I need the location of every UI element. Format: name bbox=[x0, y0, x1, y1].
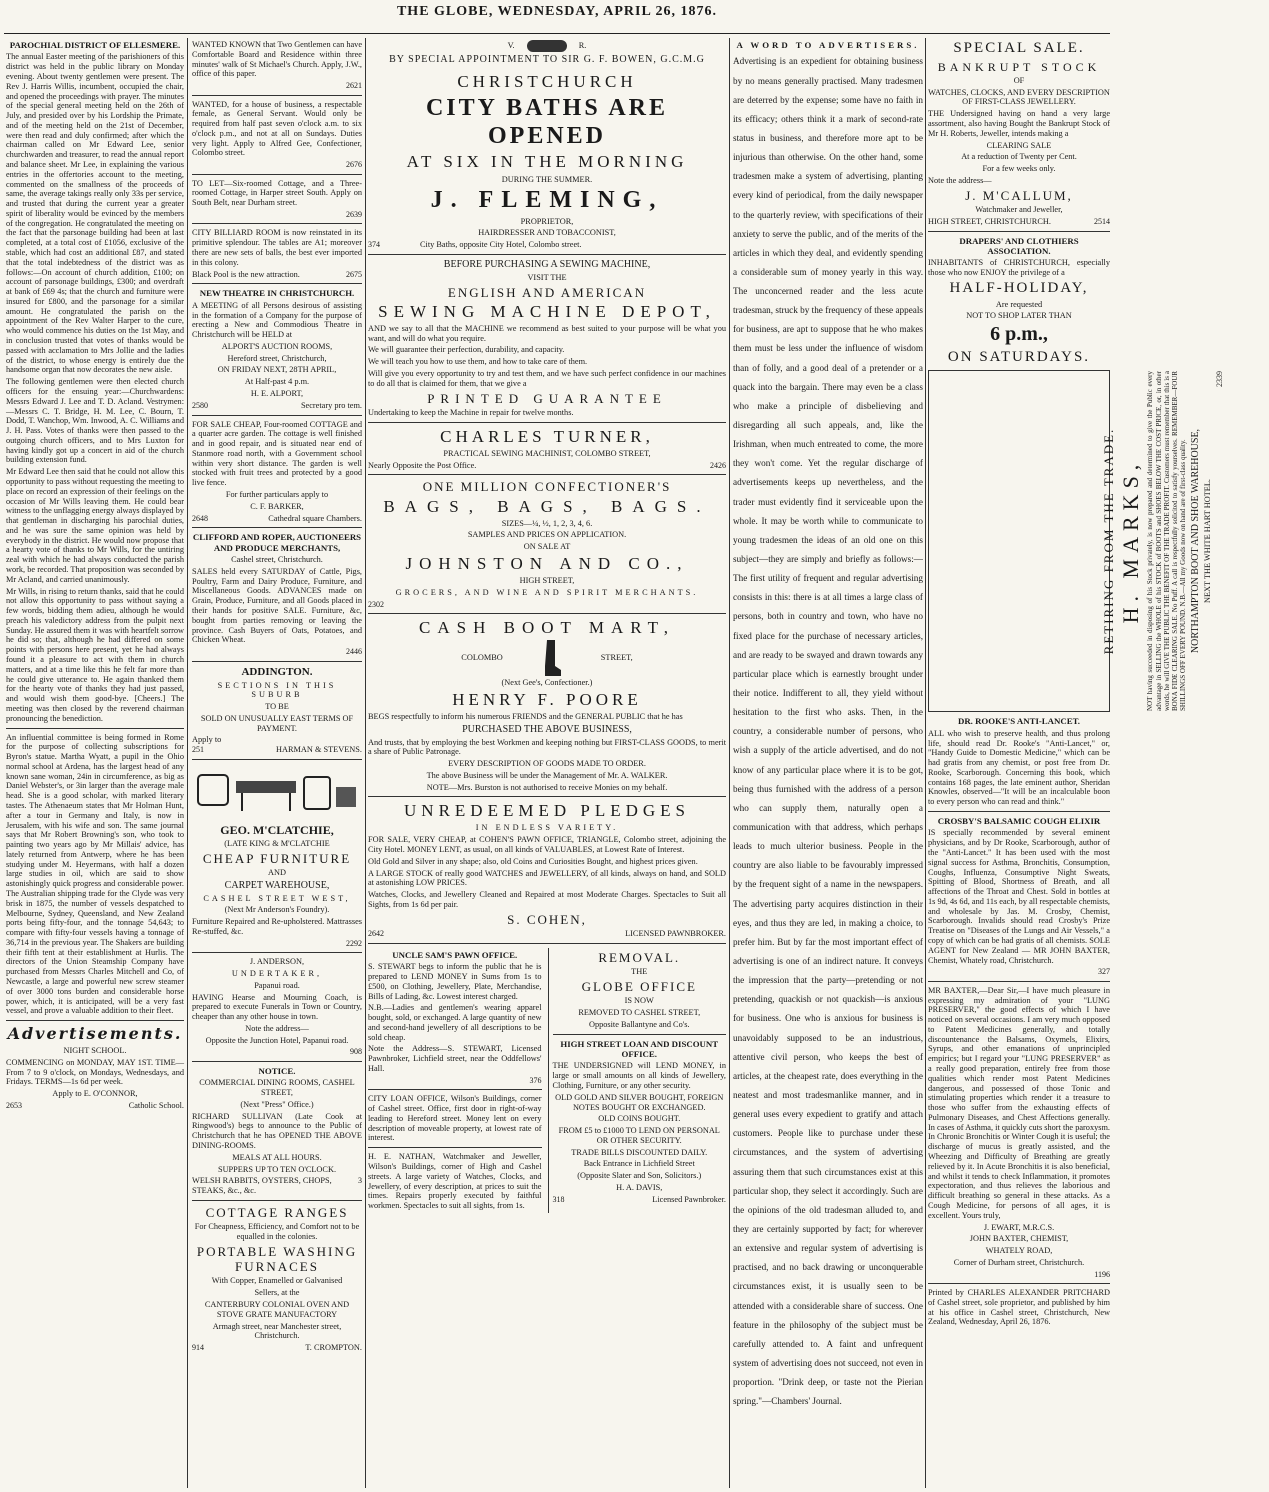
drapers-saturdays: ON SATURDAYS. bbox=[947, 348, 1091, 365]
clifford-body: SALES held every SATURDAY of Cattle, Pigs, Poultry, Farm and Dairy Produce, Furniture, and Miscellaneous Goods. ADVANCES made on Grain, Produce, Furniture, and all Goods placed in their hands for positive SALE. Furniture, &c, bought from parties removing or leaving the province. Cash Buyers of Oats, Potatoes, and Chicken Wheat. bbox=[192, 566, 362, 645]
boot-note: NOTE—Mrs. Burston is not authorised to receive Monies on my behalf. bbox=[426, 782, 668, 792]
ad-number: 2292 bbox=[346, 938, 362, 948]
hsloan-coins: OLD COINS BOUGHT. bbox=[598, 1114, 681, 1124]
column-4 bbox=[733, 38, 923, 1488]
dining-supper: SUPPERS UP TO TEN O'CLOCK. bbox=[217, 1164, 337, 1174]
ad-number: 2648 bbox=[192, 513, 208, 523]
hsloan-role: Licensed Pawnbroker. bbox=[652, 1194, 726, 1204]
divider bbox=[192, 223, 362, 224]
baths-title: CITY BATHS ARE OPENED bbox=[425, 94, 669, 150]
hsloan-title: HIGH STREET LOAN AND DISCOUNT OFFICE. bbox=[560, 1038, 719, 1059]
ad-number: 908 bbox=[350, 1047, 362, 1057]
theatre-time: At Half-past 4 p.m. bbox=[244, 377, 310, 387]
addington-body: SECTIONS IN THIS SUBURB bbox=[217, 680, 337, 700]
turner-name: CHARLES TURNER, bbox=[440, 426, 654, 446]
anderson-role: UNDERTAKER, bbox=[231, 969, 323, 978]
mclatchie-street: CASHEL STREET WEST, bbox=[203, 893, 351, 903]
sewing-body-3: We will teach you how to use them, and how to take care of them. bbox=[368, 357, 588, 367]
clifford-address: Cashel street, Christchurch. bbox=[231, 555, 323, 565]
divider bbox=[6, 728, 184, 729]
divider bbox=[368, 254, 726, 255]
rooke-body: ALL who wish to preserve health, and thus prolong life, should read Dr. Rooke's "Anti-Lancet," or, "Handy Guide to Domestic Medicine," which can be had gratis from any chemist, or post free from Dr. Rooke, Scarborough. Concerning this book, which contains 168 pages, the late eminent author, Sheridan Knowles, observed—"It will be an incalculable boon to every person who can read and think." bbox=[928, 728, 1110, 807]
boot-street: STREET, bbox=[600, 653, 633, 663]
divider bbox=[368, 422, 726, 423]
mclatchie-late: (LATE KING & M'CLATCHIE bbox=[224, 838, 330, 848]
divider bbox=[928, 811, 1110, 812]
baths-footer bbox=[368, 240, 726, 250]
bags-high: HIGH STREET, bbox=[519, 576, 575, 586]
anderson-body: HAVING Hearse and Mourning Coach, is prepared to execute Funerals in Town or Country, cheaper than any other house in town. bbox=[192, 992, 362, 1022]
divider bbox=[192, 415, 362, 416]
removal-opposite: Opposite Ballantyne and Co's. bbox=[588, 1019, 690, 1029]
special-title: SPECIAL SALE. bbox=[953, 40, 1085, 56]
addington-sign: HARMAN & STEVENS. bbox=[276, 745, 362, 755]
cottage-body: For Cheapness, Efficiency, and Comfort not to be equalled in the colonies. bbox=[194, 1222, 360, 1241]
divider bbox=[928, 231, 1110, 232]
drapers-not: NOT TO SHOP LATER THAN bbox=[966, 311, 1072, 321]
drapers-time: 6 p.m., bbox=[990, 323, 1048, 346]
marks-ad bbox=[928, 370, 1225, 712]
addington-tobe: TO BE bbox=[265, 702, 289, 712]
hsloan-gold: OLD GOLD AND SILVER BOUGHT, FOREIGN NOTES BOUGHT OR EXCHANGED. bbox=[555, 1092, 724, 1112]
divider bbox=[928, 981, 1110, 982]
turner-footer bbox=[368, 461, 726, 471]
crest-r: R. bbox=[578, 40, 587, 50]
divider bbox=[192, 661, 362, 662]
divider bbox=[192, 759, 362, 760]
boot-colombo: COLOMBO bbox=[461, 653, 503, 663]
hsloan-trade: TRADE BILLS DISCOUNTED DAILY. bbox=[571, 1147, 708, 1157]
mclatchie-next: (Next Mr Anderson's Foundry). bbox=[224, 905, 330, 915]
special-address: HIGH STREET, CHRISTCHURCH. bbox=[928, 216, 1051, 226]
theatre-footer bbox=[192, 401, 362, 411]
ad-number: 1196 bbox=[1094, 1269, 1110, 1279]
crosby-title: CROSBY'S BALSAMIC COUGH ELIXIR bbox=[937, 816, 1101, 827]
bags-sizes: SIZES—¼, ½, 1, 2, 3, 4, 6. bbox=[501, 518, 593, 528]
royal-crest bbox=[368, 40, 726, 52]
turner-address: Nearly Opposite the Post Office. bbox=[368, 460, 477, 470]
special-role: Watchmaker and Jeweller, bbox=[975, 204, 1063, 214]
column-rule bbox=[729, 38, 730, 1488]
dining-meals: MEALS AT ALL HOURS. bbox=[232, 1152, 322, 1162]
theatre-place: ALPORT'S AUCTION ROOMS, bbox=[221, 341, 333, 351]
boot-name: HENRY F. POORE bbox=[452, 689, 642, 709]
baths-city: CHRISTCHURCH bbox=[457, 71, 637, 91]
special-few: For a few weeks only. bbox=[982, 164, 1056, 174]
addington-footer bbox=[192, 745, 362, 755]
printed-imprint: Printed by CHARLES ALEXANDER PRITCHARD of Cashel street, sole proprietor, and published by him at his office in Cashel street, Christchurch, New Zealand, Wednesday, April 26, 1876. bbox=[928, 1288, 1110, 1327]
pledges-repair: Watches, Clocks, and Jewellery Cleaned and Repaired at most Moderate Charges. Spectacles to Suit all Sights, from 1s 6d per pair. bbox=[368, 890, 726, 909]
furniture-illustration bbox=[192, 767, 362, 815]
hsloan-opposite: (Opposite Slater and Son, Solicitors.) bbox=[577, 1171, 702, 1181]
divider bbox=[192, 95, 362, 96]
bags-sale: ON SALE AT bbox=[523, 542, 571, 552]
dining-welsh: WELSH RABBITS, OYSTERS, CHOPS, STEAKS, &c., &c. bbox=[192, 1176, 332, 1196]
pledges-gold: Old Gold and Silver in any shape; also, old Coins and Curiosities Bought, and highest prices given. bbox=[368, 856, 698, 866]
divider bbox=[368, 943, 726, 944]
column-3 bbox=[368, 38, 726, 1488]
city-loan-body: CITY LOAN OFFICE, Wilson's Buildings, corner of Cashel street. Office, first door in right-of-way leading to Hereford street. Money lent on every description of moveable property, at lowest rate of interest. bbox=[368, 1094, 542, 1143]
pledges-stock: A LARGE STOCK of really good WATCHES and JEWELLERY, of all kinds, always on hand, and SOLD at astonishing LOW PRICES. bbox=[368, 868, 726, 888]
anderson-name: J. ANDERSON, bbox=[249, 957, 305, 967]
divider bbox=[192, 283, 362, 284]
mclatchie-carpet: CARPET WAREHOUSE, bbox=[224, 879, 330, 891]
drapers-requested: Are requested bbox=[995, 299, 1043, 309]
baths-time: AT SIX IN THE MORNING bbox=[406, 152, 688, 172]
sewing-guarantee: PRINTED GUARANTEE bbox=[427, 390, 667, 406]
addington-sold: SOLD ON UNUSUALLY EAST TERMS OF PAYMENT. bbox=[200, 713, 354, 733]
pledges-role: LICENSED PAWNBROKER. bbox=[625, 929, 726, 939]
divider bbox=[6, 1020, 184, 1021]
nathan-body: H. E. NATHAN, Watchmaker and Jeweller, Wilson's Buildings, corner of High and Cashel streets. A large variety of Watches, Clocks, and Jewellery, of every description, at prices to suit the times. Repairs properly executed by faithful workmen. Spectacles to suit all sights, from 1s. bbox=[368, 1152, 542, 1211]
ad-number: 2426 bbox=[710, 460, 726, 470]
column-5 bbox=[928, 38, 1225, 1488]
theatre-date: ON FRIDAY NEXT, 28TH APRIL, bbox=[217, 365, 337, 375]
divider bbox=[928, 1283, 1110, 1284]
boot-next: (Next Gee's, Confectioner.) bbox=[501, 678, 593, 688]
crest-v: V. bbox=[507, 40, 515, 50]
parochial-body-4: Mr Wills, in rising to return thanks, said that he could not allow this opportunity to pass without saying a few words, bidding them adieu, although he would preach his valedictory address from the pulpit next Sunday. He assured them it was with heartfelt sorrow he did so; that, although he had differed on some points with persons here present, yet he had always found it a pleasure to act with them in church matters, and at a time like this he felt far more than he could give utterance to. He again thanked them for the hearty vote of thanks they had just passed, and would wish them good-bye. [Cheers.] The meeting was then closed by the reverend chairman pronouncing the benediction. bbox=[6, 586, 184, 723]
ad-number: 318 bbox=[552, 1194, 565, 1204]
mclatchie-and: AND bbox=[268, 868, 286, 878]
anderson-address: Papanui road. bbox=[254, 980, 300, 990]
baxter-corner: Corner of Durham street, Christchurch. bbox=[953, 1257, 1085, 1267]
special-clearing: CLEARING SALE bbox=[986, 140, 1052, 150]
addington-title: ADDINGTON. bbox=[241, 665, 313, 678]
marks-next: NEXT THE WHITE HART HOTEL. bbox=[1203, 479, 1213, 604]
divider bbox=[192, 527, 362, 528]
wanted-servant-ad: WANTED, for a house of business, a respectable female, as General Servant. Would only be required from half past seven o'clock a.m. to six o'clock p.m., and not at all on Sundays. Duties very light. Apply to Alfred Gee, Confectioner, Colombo street. bbox=[192, 99, 362, 158]
dining-footer bbox=[192, 1176, 362, 1196]
sewing-before: BEFORE PURCHASING A SEWING MACHINE, bbox=[443, 258, 651, 270]
ad-number: 2302 bbox=[368, 599, 384, 609]
for-sale-apply: For further particulars apply to bbox=[225, 490, 329, 500]
drapers-body: INHABITANTS of CHRISTCHURCH, especially those who now ENJOY the privilege of a bbox=[928, 258, 1110, 278]
special-bankrupt: BANKRUPT STOCK bbox=[937, 59, 1101, 74]
portable-address: Armagh street, near Manchester street, Christchurch. bbox=[212, 1321, 342, 1341]
hsloan-footer bbox=[553, 1195, 727, 1205]
portable-company: CANTERBURY COLONIAL OVEN AND STOVE GRATE MANUFACTORY bbox=[204, 1299, 350, 1319]
boot-icon bbox=[543, 640, 561, 676]
divider bbox=[192, 952, 362, 953]
unclesam-body: S. STEWART begs to inform the public that he is prepared to LEND MONEY in Sums from 1s to £500, on Clothing, Jewellery, Plate, Merchandise, Bills of Lading, &c. Lowest interest charged. bbox=[368, 962, 542, 1001]
removal-to: REMOVED TO CASHEL STREET, bbox=[578, 1008, 701, 1018]
special-watches: WATCHES, CLOCKS, AND EVERY DESCRIPTION OF FIRST-CLASS JEWELLERY. bbox=[928, 87, 1110, 107]
drapers-half: HALF-HOLIDAY, bbox=[949, 279, 1089, 296]
ad-number: 2580 bbox=[192, 400, 208, 410]
mclatchie-name: GEO. M'CLATCHIE, bbox=[220, 822, 334, 837]
mclatchie-repair: Furniture Repaired and Re-upholstered. Mattrasses Re-stuffed, &c. bbox=[192, 917, 362, 936]
bags-million: ONE MILLION CONFECTIONER'S bbox=[422, 479, 672, 495]
marks-retiring: RETIRING FROM THE TRADE. bbox=[1101, 428, 1116, 655]
hsloan-from: FROM £5 to £1000 TO LEND ON PERSONAL OR OTHER SECURITY. bbox=[558, 1126, 720, 1145]
column-rule bbox=[187, 38, 188, 1488]
wanted-board-ad: WANTED KNOWN that Two Gentlemen can have Comfortable Board and Residence within three minutes' walk of St Michael's Church. Apply, J.W., office of this paper. bbox=[192, 40, 362, 79]
special-note: Note the address— bbox=[928, 175, 992, 185]
boot-title: CASH BOOT MART, bbox=[419, 618, 675, 638]
ad-number: 327 bbox=[1098, 967, 1110, 977]
theatre-title: NEW THEATRE IN CHRISTCHURCH. bbox=[199, 288, 355, 299]
unclesam-title: UNCLE SAM'S PAWN OFFICE. bbox=[392, 949, 518, 960]
baths-role: HAIRDRESSER AND TOBACCONIST, bbox=[478, 228, 616, 238]
portable-title: PORTABLE WASHING FURNACES bbox=[196, 1243, 358, 1275]
parochial-body: The annual Easter meeting of the parishioners of this district was held in the public library on Monday evening. About twenty gentlemen were present. The Rev J. Harris Willis, incumbent, occupied the chair, and opened the proceedings with prayer. The minutes of the special general meeting held on the 26th of July, and presided over by his Lordship the Primate, and of the meeting held on the 21st of December, were then read and duly confirmed; after which the chairman called on Mr Edward Lee, senior churchwarden and treasurer, to read the annual report and balance sheet. Mr Lee, in explaining the various entries in the offertories account to the meeting, commented on the smallness of the proceeds of same, the average takings really only 33s per service, and trusted that during the current year a greater spirit of liberality would be evinced by the members of the congregation. He congratulated the meeting on the fact that the parsonage building had been at last completed, at a total cost of £1056, exclusive of the stable, which had cost an additional £87, and stated that the total indebtedness of the district was as follows:—On account of church addition, £100; on account of parsonage buildings, £300; and overdraft at bank of £69 4s; that the church and furniture were insured for £800, and the parsonage for a similar amount. He congratulated the parish on the appointment of the Rev Walter Harper to the cure, who would commence his duties on the 1st May, and in conclusion trusted that votes of thanks would be passed with acclamation to Mrs Jollie and the ladies of the district, to whose energy is entirely due the handsome organ that now decorates the new aisle. bbox=[6, 52, 184, 375]
boot-management: The above Business will be under the Management of Mr. A. WALKER. bbox=[426, 770, 668, 780]
ad-number: 2639 bbox=[346, 210, 362, 220]
lower-left-ads bbox=[368, 948, 542, 1213]
night-school-apply: Apply to E. O'CONNOR, bbox=[52, 1089, 138, 1099]
pledges-body: FOR SALE, VERY CHEAP, at COHEN'S PAWN OFFICE, TRIANGLE, Colombo street, adjoining the City Hotel. MONEY LENT, as usual, on all kinds of VALUABLES, at Lowest Rate of Interest. bbox=[368, 835, 726, 855]
baxter-body: MR BAXTER,—Dear Sir,—I have much pleasure in expressing my admiration of your "LUNG PRESERVER," the good effects of which I have noticed on several occasions. I am very much opposed to Patent Medicines generally, and totally discountenance the Balsams, Oxymels, Elixirs, Syrups, and other emanations of unprincipled empirics; but I regard your "LUNG PRESERVER" as a really good preparation, entirely free from those qualities which render most Patent Medicines dangerous, and possessed of those Tonic and stimulating properties which render it a treasure to those who suffer from the exhausting effects of Pulmonary Diseases, and Chest Affections generally. In cases of Asthma, it quickly cuts short the paroxysm. In Chronic Bronchitis or Winter Cough it is useful; the discharge of mucus is greatly assisted, and the Wheezing and Difficulty of Breathing are greatly relieved by it. In Acute Bronchitis it is also beneficial, and whilst it tends to check Inflammation, it promotes expectoration, and thus relieves the laborious and difficult breathing so general in these attacks. As a Cough Medicine, for persons of all ages, it is excellent. Yours truly, bbox=[928, 985, 1110, 1220]
boot-street-line bbox=[368, 640, 726, 676]
ad-number: 2642 bbox=[368, 929, 384, 939]
ad-number: 376 bbox=[529, 1075, 542, 1085]
divider bbox=[368, 1147, 542, 1148]
marks-rotated bbox=[1099, 371, 1269, 711]
boot-every: EVERY DESCRIPTION OF GOODS MADE TO ORDER. bbox=[448, 759, 646, 769]
addington-apply: Apply to bbox=[192, 735, 222, 745]
news-body: An influential committee is being formed in Rome for the purpose of collecting subscriptions for Byron's statue. Martha Wyatt, a pupil in the Ohio normal school at Ardena, has the largest head of any known sane woman, 24in in circumference, as big as Daniel Webster's, or 3in larger than the average male head. She is a good scholar, with marked literary tastes. The Athenaeum states that Mr Holman Hunt, after a tour in Germany and Italy, is now in Jerusalem, with his wife and son. The same journal says that Mr Robert Browning's son, who took to painting two years ago by Mr Millais' advice, has lately returned from Antwerp, where he has been studying under M. Heyermans, with half a dozen large studies in oil, which are said to show astonishingly quick progress and considerable power. The Australian shipping trade for the Clyde was very brisk in 1875, the number of vessels despatched to Melbourne, Sydney, Queensland, and New Zealand ports being fifty-four, and the tonnage 54,643; to compare with fifty-four vessels having a tonnage of 36,714 in the previous year. The Shakers are building their fifth tent at their establishment at Hurlis. The directors of the Union Steamship Company have purchased from Messrs Charles Mitchell and Co, of Newcastle, a large and powerful new screw steamer of over 3000 tons burden and considerable horse power, which, it is anticipated, will be a very fast vessel, and prove a valuable addition to their fleet. bbox=[6, 732, 184, 1016]
parochial-title: PAROCHIAL DISTRICT OF ELLESMERE. bbox=[9, 40, 181, 50]
mclatchie-cheap: CHEAP FURNITURE bbox=[202, 850, 352, 866]
divider bbox=[192, 174, 362, 175]
ad-number: 3 bbox=[358, 1176, 362, 1186]
night-school-title: NIGHT SCHOOL. bbox=[63, 1046, 127, 1056]
ad-number: 2339 bbox=[1215, 371, 1225, 388]
special-reduction: At a reduction of Twenty per Cent. bbox=[961, 152, 1077, 162]
ad-number: 2446 bbox=[346, 647, 362, 657]
lower-ads bbox=[368, 948, 726, 1213]
removal-globe: GLOBE OFFICE bbox=[581, 978, 697, 994]
marks-north: NORTHAMPTON BOOT AND SHOE WAREHOUSE, bbox=[1189, 429, 1201, 654]
sewing-depot: SEWING MACHINE DEPOT, bbox=[378, 301, 716, 321]
pledges-footer bbox=[368, 929, 726, 939]
marks-name: H. MARKS, bbox=[1118, 459, 1144, 624]
baxter-road: WHATELY ROAD, bbox=[985, 1246, 1053, 1256]
special-body: THE Undersigned having on hand a very large assortment, also having Bought the Bankrupt Stock of Mr H. Roberts, Jeweller, intends making a bbox=[928, 109, 1110, 138]
dining-next: (Next "Press" Office.) bbox=[240, 1099, 314, 1109]
billiard-pool: Black Pool is the new attraction. bbox=[192, 269, 300, 279]
baxter-name: JOHN BAXTER, CHEMIST, bbox=[969, 1234, 1069, 1244]
parochial-body-3: Mr Edward Lee then said that he could not allow this opportunity to pass without requesting the meeting to place on record an expression of their feelings on the occasion of Mr Wills leaving them. He could bear witness to the unflagging energy always displayed by that gentleman in discharging his parochial duties, and he was sure the same opinion was held by everybody in the district. He would now propose that a hearty vote of thanks to Mr Wills, for the untiring zeal with which he had always conducted the parish work, be recorded. That proposition was seconded by Mr Acland, and carried unanimously. bbox=[6, 467, 184, 584]
column-rule bbox=[925, 38, 926, 1488]
boot-body: BEGS respectfully to inform his numerous FRIENDS and the GENERAL PUBLIC that he has bbox=[368, 711, 683, 721]
lower-right-ads bbox=[548, 948, 727, 1213]
rooke-title: DR. ROOKE'S ANTI-LANCET. bbox=[957, 716, 1081, 727]
bags-title: BAGS, BAGS, BAGS. bbox=[383, 496, 711, 516]
column-1 bbox=[6, 38, 184, 1488]
crest-icon bbox=[527, 40, 567, 52]
theatre-address: Hereford street, Christchurch, bbox=[227, 353, 327, 363]
baths-proprietor: PROPRIETOR, bbox=[520, 216, 574, 226]
column-rule bbox=[365, 38, 366, 1488]
for-sale-address: Cathedral square Chambers. bbox=[268, 513, 362, 523]
pledges-name: S. COHEN, bbox=[507, 911, 587, 927]
boot-purchased: PURCHASED THE ABOVE BUSINESS, bbox=[462, 723, 632, 735]
bags-johnston: JOHNSTON AND CO., bbox=[405, 554, 689, 574]
ad-number: 2621 bbox=[346, 81, 362, 91]
sewing-english: ENGLISH AND AMERICAN bbox=[447, 284, 647, 300]
sewing-body-4: Will give you every opportunity to try and test them, and we have such perfect confidence in our machines to do all that is claimed for them, that we give a bbox=[368, 369, 726, 388]
night-school-body: COMMENCING on MONDAY, MAY 1ST. TIME—From 7 to 9 o'clock, on Mondays, Wednesdays, and Fridays. TERMS—1s 6d per week. bbox=[6, 1057, 184, 1087]
baths-name: J. FLEMING, bbox=[430, 187, 664, 214]
divider bbox=[192, 1200, 362, 1201]
ad-number: 2675 bbox=[346, 269, 362, 279]
clifford-title: CLIFFORD AND ROPER, AUCTIONEERS AND PRODUCE MERCHANTS, bbox=[192, 532, 362, 553]
night-school-footer bbox=[6, 1101, 184, 1111]
billiard-footer bbox=[192, 270, 362, 280]
baths-during: DURING THE SUMMER. bbox=[501, 174, 593, 184]
anderson-opposite: Opposite the Junction Hotel, Papanui road. bbox=[205, 1035, 349, 1045]
advertisers-title: A WORD TO ADVERTISERS. bbox=[736, 40, 920, 50]
hsloan-back: Back Entrance in Lichfield Street bbox=[583, 1159, 695, 1169]
anderson-note: Note the address— bbox=[245, 1023, 309, 1033]
sewing-body-2: We will guarantee their perfection, durability, and capacity. bbox=[368, 345, 565, 355]
to-let-ad: TO LET—Six-roomed Cottage, and a Three-roomed Cottage, in Harper street South. Apply on South Belt, near Durham street. bbox=[192, 178, 362, 208]
for-sale-footer bbox=[192, 514, 362, 524]
advertisers-body: Advertising is an expedient for obtaining business by no means generally practised. Many tradesmen are deterred by the expense; some have no faith in its efficacy; others think it a mark of second-rate status in business, and therefore more apt to be injurious than otherwise. On the other hand, some tradesmen make a system of advertising, planting every kind of periodical, from the daily newspaper to the quarterly review, with specifications of their anxiety to serve the public, and of the merits of the articles in which they deal, and evidently spending a considerable sum of money yearly in this way. The unconcerned reader and the less acute tradesman, struck by the frequency of these appeals for business, are apt to suppose that he who makes them must be less under the influence of wisdom than of folly, and a good deal of a pretender or a quack into the bargain. There may even be a class who make a principle of disbelieving and disregarding all such appeals, and, like the Irishman, when much entreated to come, the more they won't come. Yet the regular discharge of advertisements keeps up nevertheless, and the trader must evidently find it serviceable upon the whole. It may be worth while to communicate to young tradesmen the ideas of an old one on this subject—they are simply and briefly as follows:—The first utility of frequent and regular advertising consists in this: there is at all times a large class of persons, both in country and town, who have no fixed place for the purchase of necessary articles, and are ready to be swayed and drawn towards any particular place which is earnestly brought under their notice. Indifferent to all, they yield without hesitation to the first who asks. Then, in the country, a considerable number of persons, who wish a supply of the article advertised, and do not know of any particular place where it is to be got, being thus furnished with the address of a person who can supply them, naturally open a communication with that address, which perhaps leads to much ulterior business. People in the country are also liable to be favourably impressed by the frequent sight of a name in the newspapers. The advertising party acquires distinction in their eyes, and thus they are led, in making a choice, to prefer him. But by far the most important effect of advertising is one of an indirect nature. It conveys the impression that the party—pretending or not pretending, quackish or not quackish—is anxious for business. One who is anxious for business is unavoidably supposed to be an industrious, attentive civil person, who keeps the best of articles, at the cheapest rate, does everything in the neatest and most tradesmanlike manner, and in general uses every expedient to gratify and attach customers. People like to purchase under these circumstances, and the system of advertising assuring them that such circumstances exist at this particular shop, they select it accordingly. Such are the opinions of the old tradesman alluded to, and they are certainly supported by fact; for wherever an extensive and regular system of advertising is practised, and no back drawing or unconquerable circumstances exist, it is usually seen to be attended with a considerable share of success. One feature in the philosophy of the subject must be carefully attended to. A faint and unfrequent system of advertising does not succeed, not even in proportion. "Drink deep, or taste not the Pierian spring."—Chambers' Journal. bbox=[733, 56, 923, 1407]
removal-title: REMOVAL. bbox=[598, 949, 681, 965]
baxter-sign: J. EWART, M.R.C.S. bbox=[983, 1222, 1055, 1232]
removal-the: THE bbox=[631, 967, 648, 977]
divider bbox=[368, 1089, 542, 1090]
ad-number: 2653 bbox=[6, 1100, 22, 1110]
ad-number: 2676 bbox=[346, 160, 362, 170]
ad-number: 251 bbox=[192, 745, 204, 755]
theatre-body: A MEETING of all Persons desirous of assisting in the formation of a Company for the purpose of erecting a New and Commodious Theatre in Christchurch will be HELD at bbox=[192, 300, 362, 340]
portable-sellers: Sellers, at the bbox=[254, 1288, 300, 1298]
appointment: BY SPECIAL APPOINTMENT TO SIR G. F. BOWEN, G.C.M.G bbox=[389, 54, 705, 65]
crosby-body: IS specially recommended by several eminent physicians, and by Dr Rooke, Scarborough, author of the "Anti-Lancet." It has been used with the most signal success for Asthma, Bronchitis, Consumption, Coughs, Influenza, Consumptive Night Sweats, Spitting of Blood, Shortness of Breath, and all affections of the Throat and Chest. Sold in bottles at 1s 9d, 4s 6d, and 11s each, by all respectable chemists, and wholesale by Jas. M. Crosby, Chemist, Scarborough. Invalids should read Crosby's Prize Treatise on "Diseases of the Lungs and Air Vessels," a copy of which can be had gratis of all chemists. SOLE AGENT for New Zealand — MR JOHN BAXTER, Chemist, Whately road, Christchurch. bbox=[928, 828, 1110, 965]
ad-number: 374 bbox=[368, 240, 380, 250]
ad-number: 914 bbox=[192, 1343, 204, 1353]
sewing-visit: VISIT THE bbox=[527, 272, 567, 282]
divider bbox=[368, 474, 726, 475]
bags-samples: SAMPLES AND PRICES ON APPLICATION. bbox=[467, 530, 627, 540]
portable-footer bbox=[192, 1343, 362, 1353]
portable-sign: T. CROMPTON. bbox=[305, 1343, 362, 1353]
drapers-title: DRAPERS' AND CLOTHIERS ASSOCIATION. bbox=[959, 235, 1079, 256]
masthead: THE GLOBE, WEDNESDAY, APRIL 26, 1876. bbox=[396, 4, 718, 19]
parochial-body-2: The following gentlemen were then elected church officers for the ensuing year:—Churchwardens: Messrs Edward J. Lee and T. D. Acland. Vestrymen:—Messrs C. T. Bridge, H. M. Lee, C. Bourn, T. Dodd, T. Wanchop, Wm. Inwood, A. C. Williams and J. H. Pass. Votes of thanks were then passed to the outgoing church officers, and to Mrs Luxton for having kindly got up a concert in aid of the church building extension fund. bbox=[6, 377, 184, 465]
dining-title: COMMERCIAL DINING ROOMS, CASHEL STREET, bbox=[199, 1078, 355, 1098]
night-school-sign: Catholic School. bbox=[128, 1100, 184, 1110]
theatre-sign: H. E. ALPORT, bbox=[250, 389, 304, 398]
sewing-body-1: AND we say to all that the MACHINE we recommend as best suited to your purpose will be what you want, and will do what you require. bbox=[368, 323, 726, 343]
bags-grocers: GROCERS, AND WINE AND SPIRIT MERCHANTS. bbox=[395, 587, 699, 597]
pledges-variety: IN ENDLESS VARIETY. bbox=[475, 823, 619, 833]
divider bbox=[553, 1034, 727, 1035]
hsloan-name: H. A. DAVIS, bbox=[616, 1182, 663, 1192]
baths-address: City Baths, opposite City Hotel, Colombo street. bbox=[420, 240, 582, 250]
turner-role: PRACTICAL SEWING MACHINIST, COLOMBO STREET, bbox=[443, 448, 651, 458]
hsloan-body: THE UNDERSIGNED will LEND MONEY, in large or small amounts on all kinds of Jewellery, Clothing, Furniture, or any other security. bbox=[552, 1061, 726, 1090]
unclesam-note: Note the Address—S. STEWART, Licensed Pawnbroker, Lichfield street, near the Oddfellows' Hall. bbox=[368, 1044, 542, 1074]
pledges-title: UNREDEEMED PLEDGES bbox=[404, 801, 690, 821]
sewing-undertaking: Undertaking to keep the Machine in repair for twelve months. bbox=[368, 407, 574, 417]
ad-number: 2514 bbox=[1094, 216, 1110, 226]
unclesam-nb: N.B.—Ladies and gentlemen's wearing apparel bought, sold, or exchanged. A large quantity of new and second-hand jewellery of all descriptions to be sold cheap. bbox=[368, 1003, 542, 1042]
boot-trust: And trusts, that by employing the best Workmen and keeping nothing but FIRST-CLASS GOODS, to merit a share of Public Patronage. bbox=[368, 737, 726, 757]
divider bbox=[192, 1061, 362, 1062]
dining-body: RICHARD SULLIVAN (Late Cook at Ringwood's) begs to announce to the Public of Christchurch that he has OPENED THE ABOVE DINING-ROOMS. bbox=[192, 1111, 362, 1150]
for-sale-ad: FOR SALE CHEAP, Four-roomed COTTAGE and a quarter acre garden. The cottage is well finished and in good repair, and is situated near end of Stanmore road north, with a Government school within very short distance. The garden is well stocked with fruit trees and protected by a good live fence. bbox=[192, 419, 362, 488]
portable-with: With Copper, Enamelled or Galvanised bbox=[211, 1276, 343, 1286]
divider bbox=[368, 796, 726, 797]
divider bbox=[368, 613, 726, 614]
special-name: J. M'CALLUM, bbox=[965, 187, 1073, 203]
advertisements-heading: Advertisements. bbox=[7, 1024, 183, 1044]
for-sale-sign: C. F. BARKER, bbox=[250, 501, 304, 511]
cottage-title: COTTAGE RANGES bbox=[205, 1204, 349, 1220]
marks-body: NOT having succeeded in disposing of his Stock privately, is now prepared and determined to give the Public every advantage in SELLING the WHOLE of his STOCK of BOOTS and SHOES BELOW THE COST PRICE, or, in other words, he will GIVE THE PUBLIC THE BENEFIT OF THE TRADE PROFIT. Customers must remember that this is a BONA FIDE CLEARING SALE. No Puff. A call is respectfully solicited to satisfy yourselves. REMEMBER—FOUR SHILLINGS OFF EVERY POUND. N.B.—All my Goods now on hand are of first-class quality. bbox=[1146, 371, 1188, 712]
special-of: OF bbox=[1013, 75, 1025, 85]
billiard-ad: CITY BILLIARD ROOM is now reinstated in its primitive splendour. The tables are A1; moreover there are new sets of balls, the best ever imported in this colony. bbox=[192, 228, 362, 267]
masthead-rule bbox=[4, 33, 1110, 34]
column-2 bbox=[192, 38, 362, 1488]
special-footer bbox=[928, 217, 1110, 227]
notice-title: NOTICE. bbox=[258, 1065, 296, 1076]
removal-now: IS NOW bbox=[624, 996, 654, 1006]
theatre-role: Secretary pro tem. bbox=[300, 400, 362, 410]
